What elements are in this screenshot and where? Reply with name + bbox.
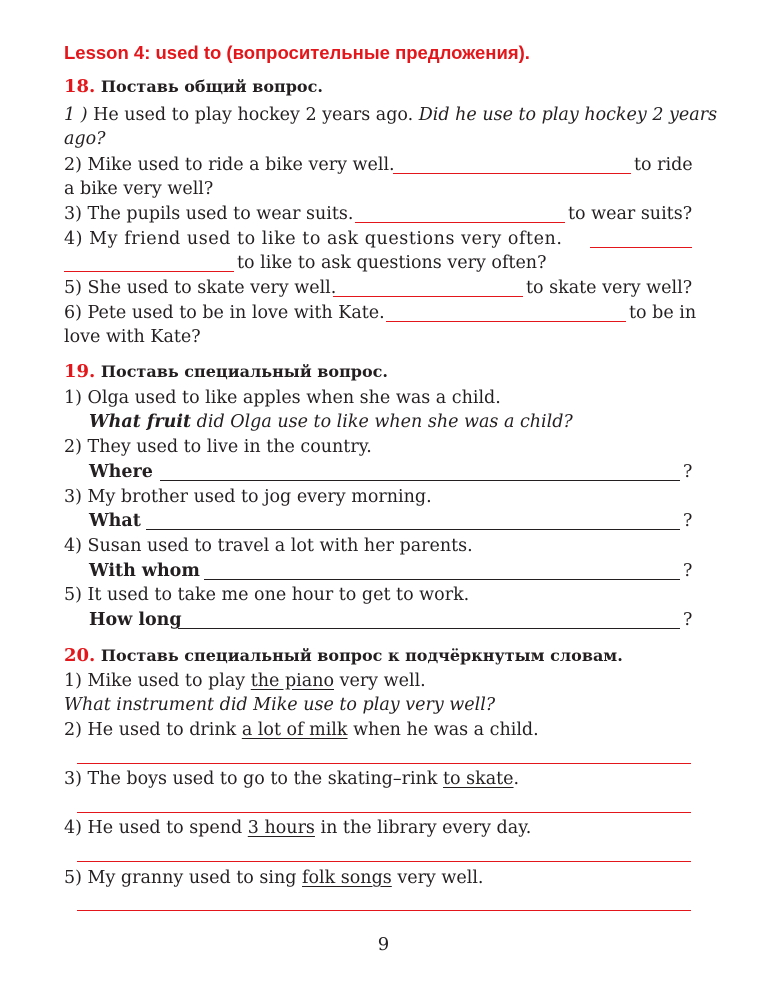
ex20-sample-answer: What instrument did Mike use to play very well?: [64, 695, 496, 715]
ex19-line-1: 1) Olga used to like apples when she was a child.: [64, 388, 501, 408]
item-sentence: in the library every day.: [314, 818, 532, 838]
exercise-20-heading: [64, 644, 623, 668]
sample-answer: did Olga use to like when she was a child?: [191, 412, 573, 432]
sample-answer: Did he use to play hockey 2 years: [418, 105, 718, 125]
ex18-line-6-end: to be in: [629, 303, 697, 323]
ex20-line-5: [64, 866, 483, 890]
item-sentence: very well.: [334, 671, 426, 691]
question-mark: ?: [683, 561, 693, 581]
answer-blank[interactable]: [77, 910, 691, 911]
answer-blank[interactable]: [333, 296, 523, 297]
item-sentence: when he was a child.: [347, 720, 539, 740]
ex20-line-4: [64, 816, 531, 840]
ex19-line-5: 5) It used to take me one hour to get to work.: [64, 585, 470, 605]
ex18-line-1: [64, 103, 717, 127]
underlined-words: to skate: [442, 769, 514, 789]
exercise-instruction: Поставь общий вопрос.: [100, 77, 323, 96]
ex18-line-3-start: 3) The pupils used to wear suits.: [64, 204, 354, 224]
question-mark: ?: [683, 610, 693, 630]
exercise-number: 19.: [64, 361, 96, 382]
exercise-19-heading: [64, 360, 388, 384]
ex20-line-2: [64, 718, 539, 742]
answer-blank[interactable]: [64, 271, 234, 272]
ex19-line-3: 3) My brother used to jog every morning.: [64, 487, 432, 507]
ex18-line-5-end: to skate very well?: [526, 278, 693, 298]
ex19-line-2: 2) They used to live in the country.: [64, 437, 372, 457]
exercise-number: 20.: [64, 645, 96, 666]
answer-blank[interactable]: [178, 628, 680, 629]
ex18-line-4-start: 4) My friend used to like to ask questions very often.: [64, 229, 563, 249]
question-word: What: [89, 511, 141, 531]
underlined-words: folk songs: [302, 868, 392, 888]
ex18-line-2-end: to ride: [634, 155, 693, 175]
answer-blank[interactable]: [393, 173, 631, 174]
answer-blank[interactable]: [355, 222, 565, 223]
exercise-number: 18.: [64, 76, 96, 97]
underlined-words: 3 hours: [247, 818, 315, 838]
item-sentence: .: [513, 769, 520, 789]
ex18-line-3-end: to wear suits?: [568, 204, 693, 224]
ex18-line-6-cont: love with Kate?: [64, 327, 201, 347]
ex18-line-6-start: 6) Pete used to be in love with Kate.: [64, 303, 385, 323]
question-word: With whom: [89, 561, 200, 581]
answer-blank[interactable]: [77, 861, 691, 862]
answer-blank[interactable]: [590, 247, 692, 248]
question-word: What fruit: [89, 412, 192, 432]
lesson-title: Lesson 4: used to (вопросительные предложения).: [64, 42, 530, 63]
item-sentence: 2) He used to drink: [64, 720, 242, 740]
underlined-words: the piano: [250, 671, 335, 691]
ex18-line-4-end: to like to ask questions very often?: [237, 253, 547, 273]
ex18-line-5-start: 5) She used to skate very well.: [64, 278, 337, 298]
question-word: How long: [89, 610, 182, 630]
item-sentence: very well.: [391, 868, 484, 888]
answer-blank[interactable]: [160, 480, 680, 481]
item-sentence: 1) Mike used to play: [64, 671, 251, 691]
ex20-line-3: [64, 767, 519, 791]
underlined-words: a lot of milk: [241, 720, 348, 740]
ex18-line-2-start: 2) Mike used to ride a bike very well.: [64, 155, 395, 175]
answer-blank[interactable]: [146, 529, 680, 530]
ex20-line-1: [64, 669, 426, 693]
exercise-instruction: Поставь специальный вопрос.: [100, 362, 388, 381]
item-sentence: He used to play hockey 2 years ago.: [87, 105, 419, 125]
question-mark: ?: [683, 511, 693, 531]
answer-blank[interactable]: [386, 321, 626, 322]
item-sentence: 3) The boys used to go to the skating–rink: [64, 769, 443, 789]
question-word: Where: [89, 462, 153, 482]
ex19-sample-answer: [89, 410, 573, 434]
ex18-line-2-cont: a bike very well?: [64, 179, 214, 199]
question-mark: ?: [683, 462, 693, 482]
item-number: 1 ): [64, 105, 88, 125]
item-sentence: 5) My granny used to sing: [64, 868, 303, 888]
exercise-18-heading: [64, 75, 323, 99]
exercise-instruction: Поставь специальный вопрос к подчёркнутым словам.: [100, 646, 623, 665]
ex19-line-4: 4) Susan used to travel a lot with her parents.: [64, 536, 473, 556]
item-sentence: 4) He used to spend: [64, 818, 248, 838]
ex18-line-1-cont: ago?: [64, 129, 106, 149]
answer-blank[interactable]: [77, 812, 691, 813]
answer-blank[interactable]: [204, 579, 680, 580]
page-number: 9: [377, 934, 390, 955]
answer-blank[interactable]: [77, 763, 691, 764]
